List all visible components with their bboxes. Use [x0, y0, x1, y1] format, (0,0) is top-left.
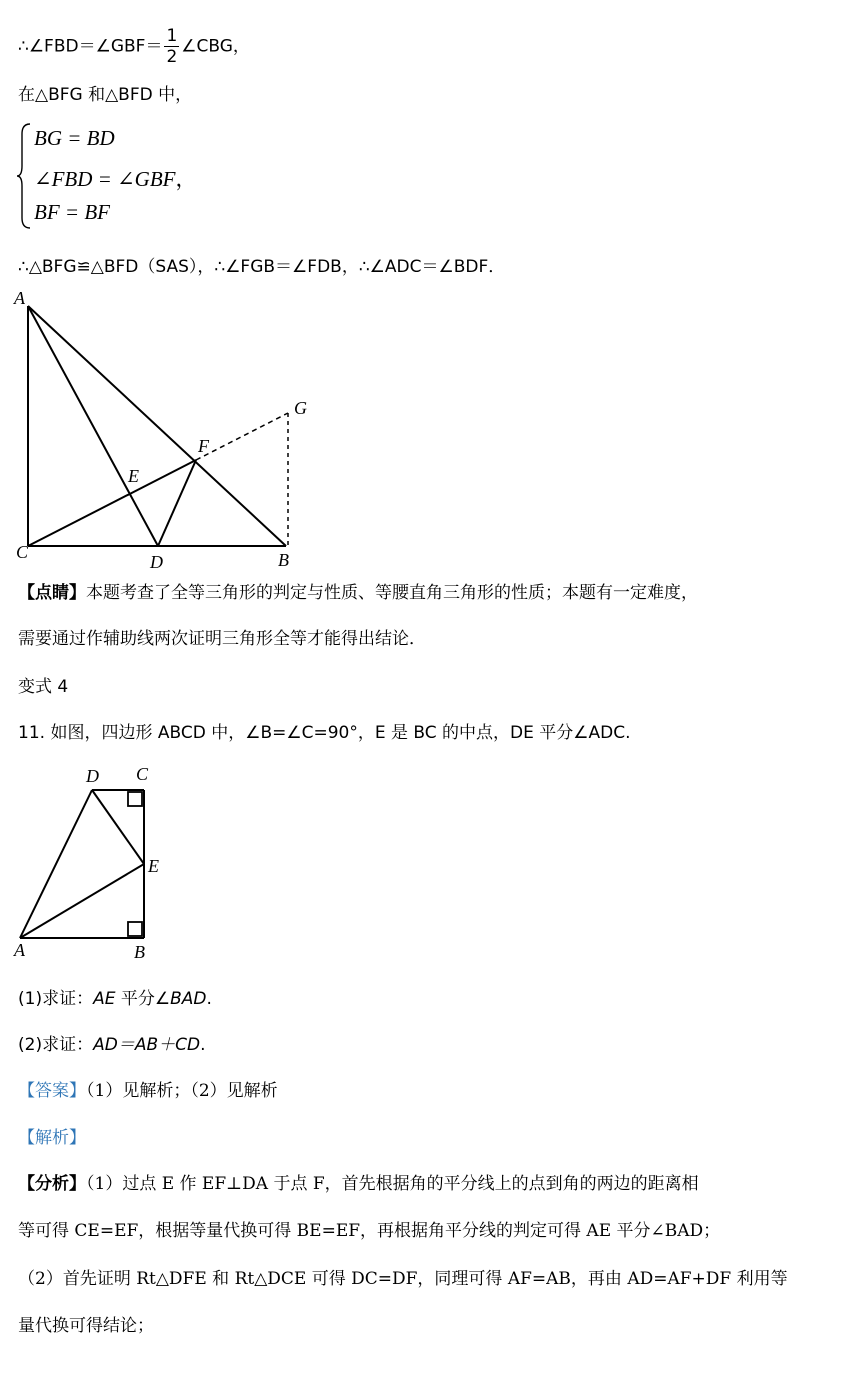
system-row-2 [34, 163, 197, 193]
dianjing-text-1: 本题考查了全等三角形的判定与性质、等腰直角三角形的性质；本题有一定难度， [86, 583, 698, 603]
variant-heading: 变式 4 [18, 677, 69, 697]
fraction-one-half [164, 26, 179, 67]
figure-1-triangle-diagram [10, 286, 330, 572]
figure-2-label-D: D [86, 766, 99, 786]
question-1-end: . [206, 989, 212, 1009]
fraction-denominator: 2 [166, 47, 178, 67]
figure-1-label-D: D [150, 552, 163, 572]
answer-tag: 【答案】 [18, 1081, 86, 1101]
figure-1-label-G: G [294, 398, 307, 418]
analysis-tag: 【分析】 [18, 1174, 86, 1194]
question-1 [18, 988, 212, 1010]
proof-line-1-prefix: ∴∠FBD＝∠GBF＝ [18, 36, 163, 57]
question-1-math-2: ∠BAD [154, 989, 207, 1009]
proof-line-3: ∴△BFG≌△BFD（SAS），∴∠FGB＝∠FDB，∴∠ADC＝∠BDF． [18, 257, 506, 277]
answer-line [18, 1080, 278, 1102]
system-row-1: BG = BD [34, 126, 115, 150]
dianjing-line-1 [18, 582, 830, 604]
segment-AD [28, 306, 158, 546]
proof-line-1 [18, 26, 250, 67]
segment-CF [28, 460, 196, 546]
figure-1-label-F: F [198, 436, 209, 456]
figure-2-quadrilateral-diagram [10, 762, 190, 964]
system-row-2-tail: ， [175, 167, 197, 191]
figure-1-label-A: A [14, 288, 25, 308]
fraction-numerator: 1 [166, 26, 178, 46]
dianjing-tag: 【点睛】 [18, 583, 86, 603]
figure-2-label-A: A [14, 940, 25, 960]
problem-11-statement: 11. 如图，四边形 ABCD 中，∠B=∠C=90°，E 是 BC 的中点，DE 平分∠ADC. [18, 723, 631, 743]
proof-line-2: 在△BFG 和△BFD 中， [18, 85, 193, 105]
figure-1-label-C: C [16, 542, 29, 562]
proof-line-1-suffix: ∠CBG， [181, 36, 250, 57]
question-2-math: AD＝AB＋CD [93, 1035, 201, 1055]
figure-2-label-E: E [148, 856, 159, 876]
segment-DF [158, 460, 196, 546]
dianjing-line-2: 需要通过作辅助线两次证明三角形全等才能得出结论． [18, 629, 426, 649]
question-2 [18, 1034, 205, 1056]
analysis-line-3: （2）首先证明 Rt△DFE 和 Rt△DCE 可得 DC=DF，同理可得 AF=AB，再由 AD=AF+DF 利用等 [18, 1269, 788, 1289]
right-angle-B-icon [128, 922, 142, 936]
system-row-3: BF = BF [34, 200, 110, 224]
question-2-prefix: (2)求证： [18, 1035, 94, 1055]
segment-DE [92, 790, 144, 864]
figure-2-label-B: B [134, 942, 145, 962]
analysis-line-4: 量代换可得结论； [18, 1316, 154, 1336]
question-2-end: . [200, 1035, 206, 1055]
figure-2-label-C: C [136, 764, 149, 784]
jiexi-tag: 【解析】 [18, 1128, 86, 1148]
figure-1-label-E: E [128, 466, 139, 486]
system-brace-icon [16, 122, 34, 230]
analysis-line-2: 等可得 CE=EF，根据等量代换可得 BE=EF，再根据角平分线的判定可得 AE 平分∠BAD； [18, 1221, 721, 1241]
segment-AB [28, 306, 286, 546]
right-angle-C-icon [128, 792, 142, 806]
figure-1-label-B: B [278, 550, 289, 570]
question-1-prefix: (1)求证： [18, 989, 94, 1009]
question-1-math: AE [93, 989, 116, 1009]
analysis-line-1 [18, 1173, 830, 1195]
question-1-mid: 平分 [115, 989, 155, 1009]
segment-FG-dashed [196, 413, 288, 460]
answer-text: （1）见解析；（2）见解析 [86, 1081, 278, 1101]
analysis-text-1: （1）过点 E 作 EF⊥DA 于点 F，首先根据角的平分线上的点到角的两边的距离相 [86, 1174, 699, 1194]
system-row-2-expr: ∠FBD = ∠GBF [34, 167, 176, 191]
